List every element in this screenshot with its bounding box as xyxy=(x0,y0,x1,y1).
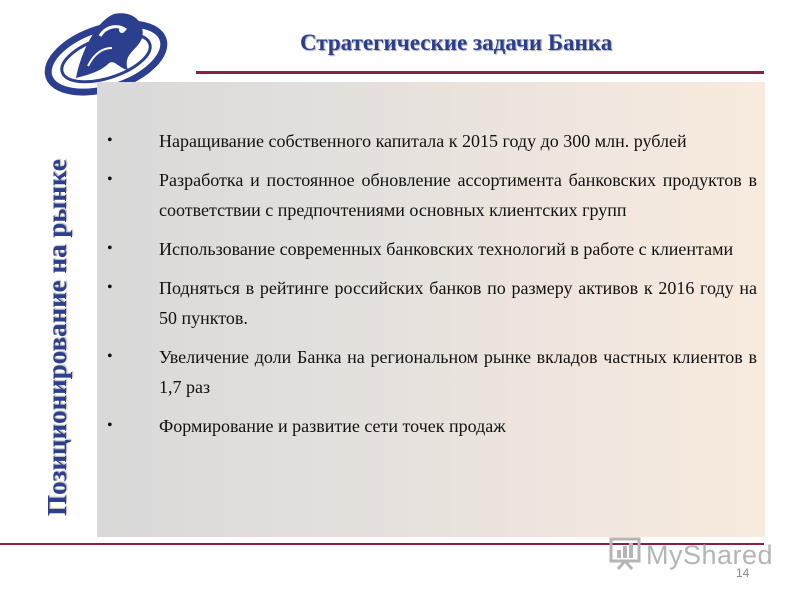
content-panel xyxy=(97,82,765,537)
bullet-icon: • xyxy=(107,348,113,365)
list-item-text: Увеличение доли Банка на региональном рынке вкладов частных клиентов в 1,7 раз xyxy=(159,347,757,397)
list-item-text: Наращивание собственного капитала к 2015 году до 300 млн. рублей xyxy=(159,131,687,151)
bullet-icon: • xyxy=(107,132,113,149)
list-item xyxy=(97,273,765,333)
list-item xyxy=(97,342,765,402)
header-divider xyxy=(196,71,764,74)
watermark-text: MyShared xyxy=(646,539,774,570)
bullet-icon: • xyxy=(107,279,113,296)
list-item-text: Подняться в рейтинге российских банков по размеру активов к 2016 году на 50 пунктов. xyxy=(159,278,757,328)
list-item xyxy=(97,165,765,225)
presentation-board-icon xyxy=(608,536,642,575)
list-item-text: Использование современных банковских технологий в работе с клиентами xyxy=(159,239,734,259)
page-title: Стратегические задачи Банка xyxy=(300,30,613,55)
page-number: 14 xyxy=(736,566,750,580)
bullet-icon: • xyxy=(107,171,113,188)
bullet-icon: • xyxy=(107,417,113,434)
list-item-text: Разработка и постоянное обновление ассортимента банковских продуктов в соответствии с предпочтениями основных клиентских групп xyxy=(159,170,757,220)
list-item xyxy=(97,126,765,156)
bullet-icon: • xyxy=(107,240,113,257)
list-item xyxy=(97,411,765,441)
bullet-list xyxy=(97,126,765,450)
list-item-text: Формирование и развитие сети точек продаж xyxy=(159,416,506,436)
list-item xyxy=(97,234,765,264)
side-title: Позиционирование на рынке xyxy=(42,159,72,516)
